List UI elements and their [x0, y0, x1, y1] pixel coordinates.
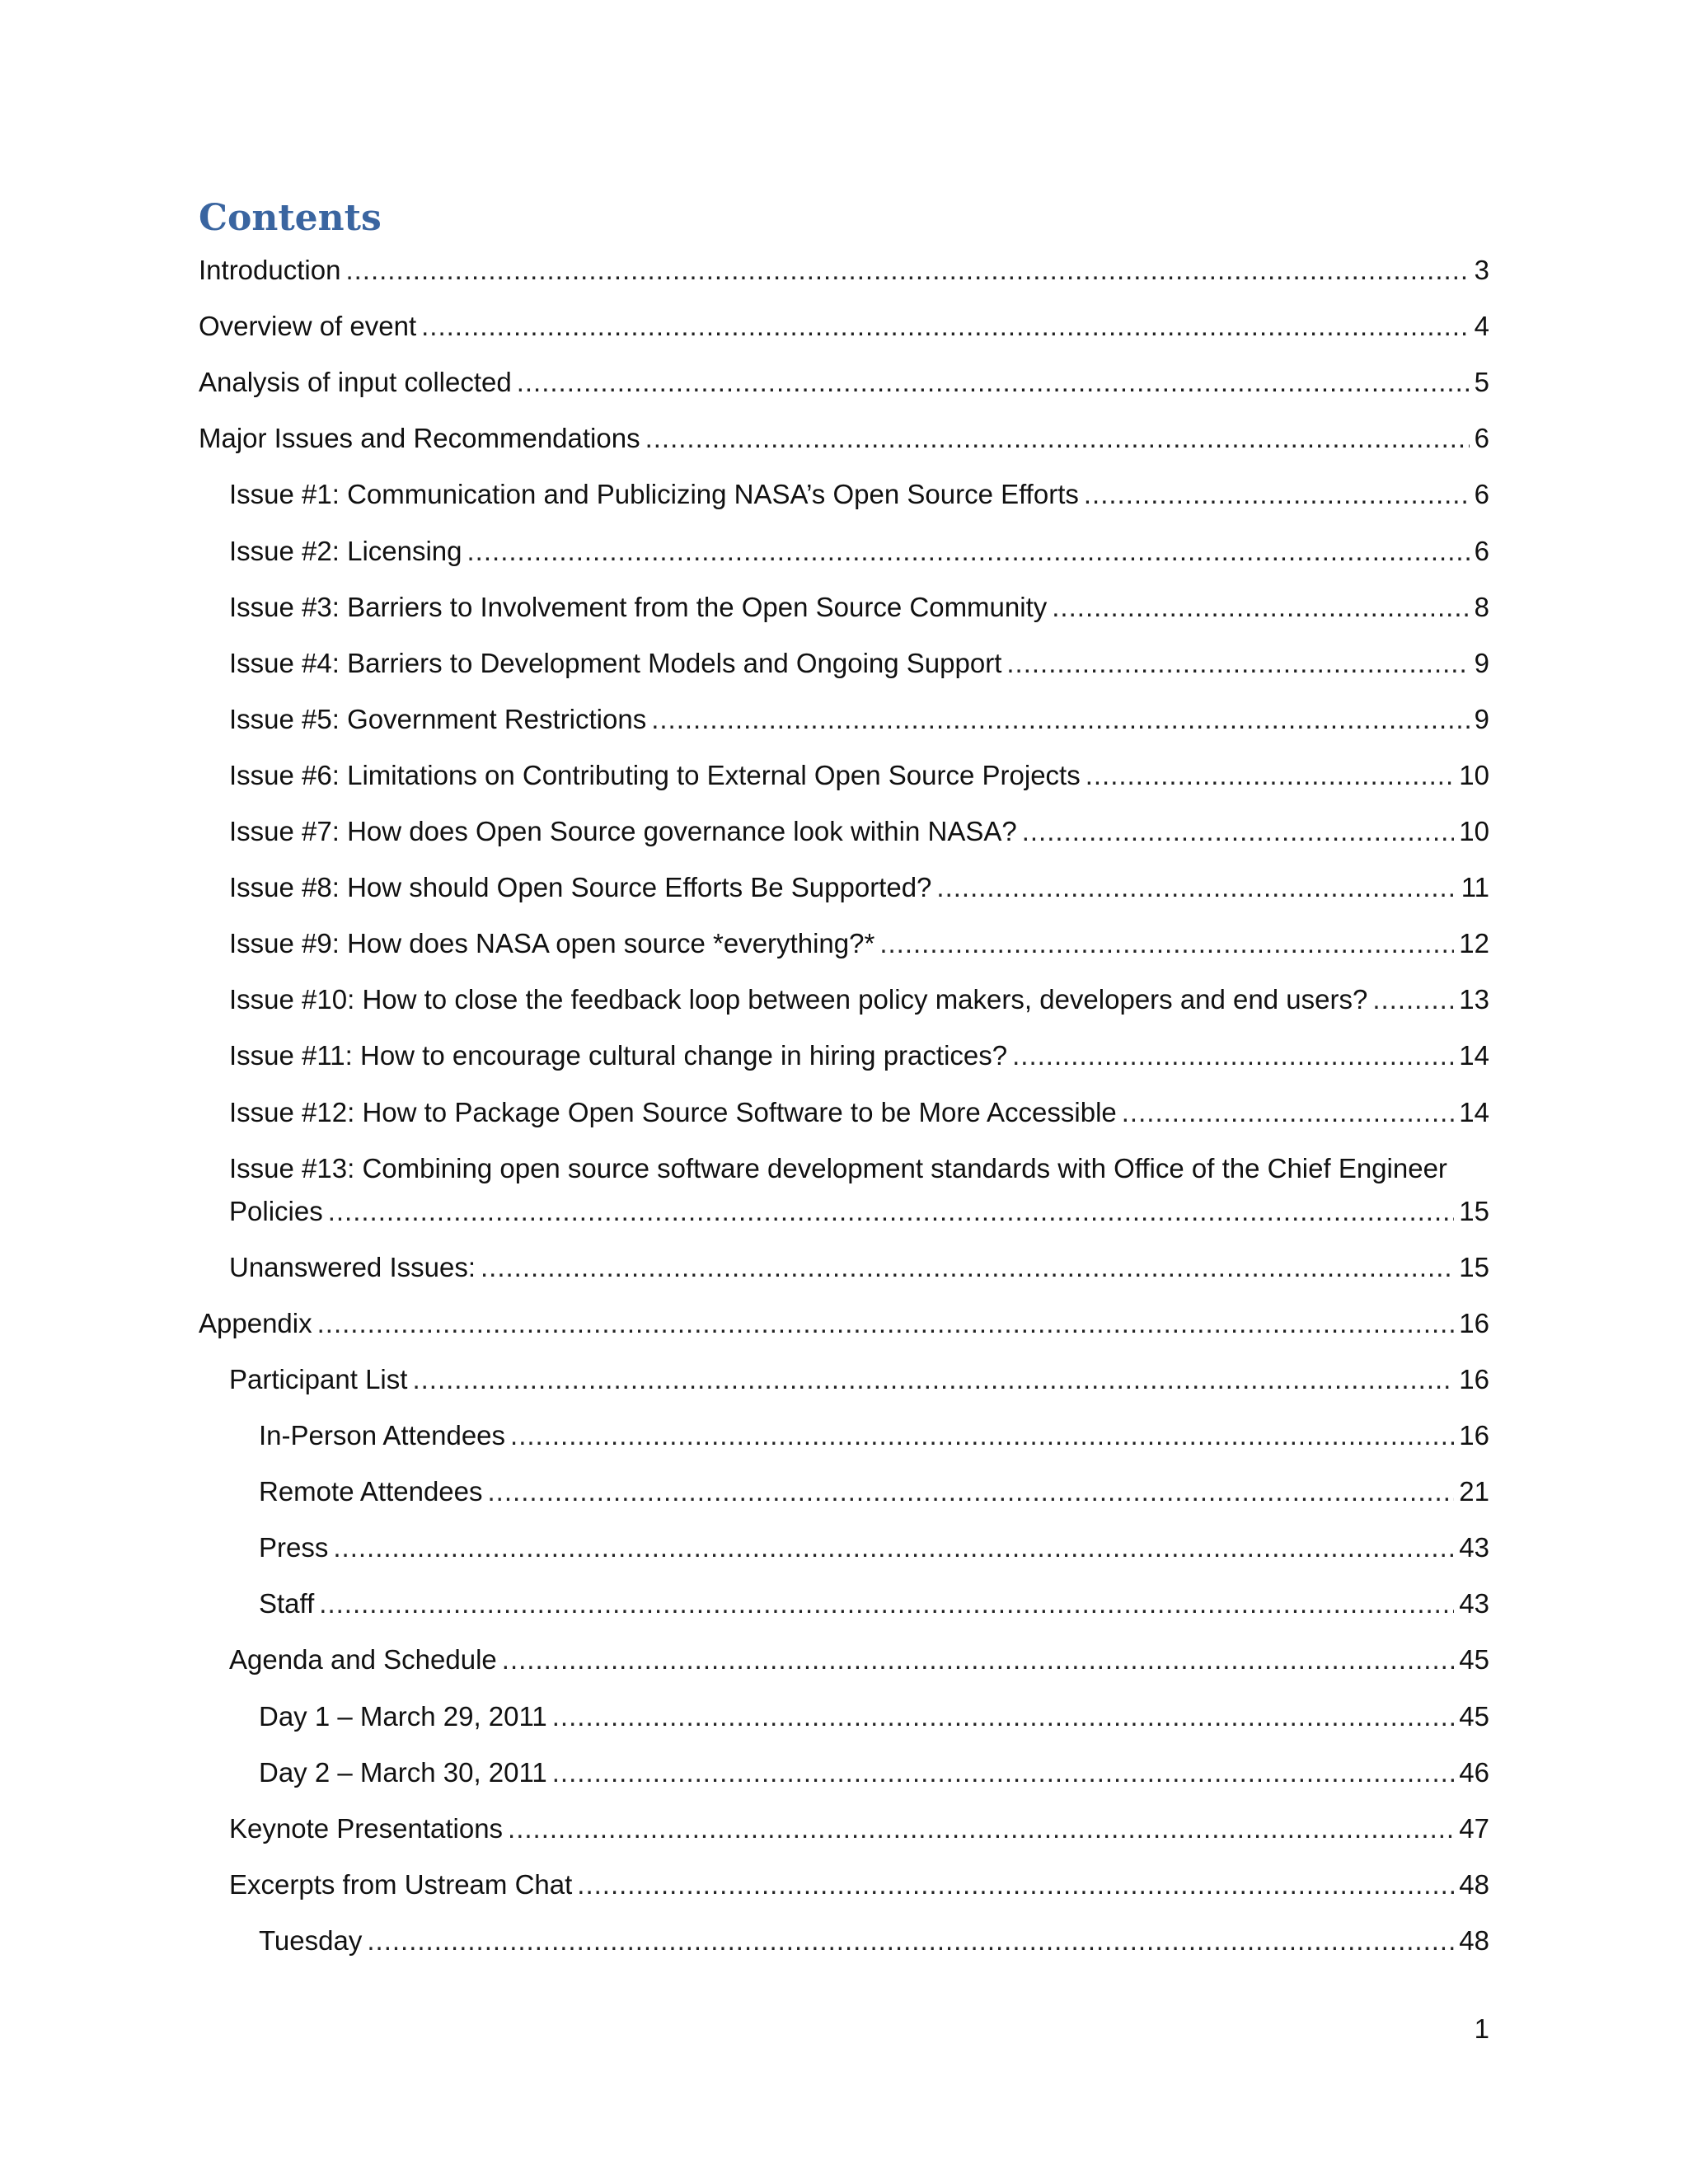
- toc-entry[interactable]: [229, 1034, 1489, 1077]
- toc-entry-page-number: 10: [1459, 816, 1489, 846]
- toc-entry-page-number: 48: [1459, 1924, 1489, 1956]
- toc-entry[interactable]: [229, 642, 1489, 685]
- toc-entry-title: Day 1 – March 29, 2011: [259, 1700, 547, 1732]
- toc-entry-page-number: 21: [1459, 1476, 1489, 1507]
- toc-entry[interactable]: [229, 810, 1489, 853]
- dot-leader: [508, 1807, 1454, 1850]
- toc-entry[interactable]: [199, 305, 1489, 348]
- toc-entry-title: Issue #13: Combining open source software development standards with Office of the Chief Engineer: [229, 1152, 1447, 1183]
- toc-entry-title: Issue #1: Communication and Publicizing NASA’s Open Source Efforts: [229, 479, 1079, 510]
- toc-entry-page-number: 14: [1459, 1040, 1489, 1071]
- toc-entry-page-number: 3: [1474, 255, 1489, 285]
- toc-entry[interactable]: [199, 1302, 1489, 1345]
- dot-leader: [467, 530, 1470, 573]
- dot-leader: [317, 1302, 1455, 1345]
- toc-entry[interactable]: [199, 249, 1489, 292]
- toc-entry-page-number: 13: [1459, 984, 1489, 1015]
- dot-leader: [1084, 473, 1470, 516]
- dot-leader: [502, 1638, 1455, 1681]
- dot-leader: [552, 1751, 1455, 1794]
- toc-entry-title: Major Issues and Recommendations: [199, 423, 640, 454]
- toc-heading: Contents: [199, 197, 382, 239]
- toc-entry-title: Issue #5: Government Restrictions: [229, 703, 647, 734]
- dot-leader: [488, 1470, 1455, 1513]
- toc-entry-title: Day 2 – March 30, 2011: [259, 1756, 547, 1788]
- toc-entry-title: Issue #4: Barriers to Development Models and Ongoing Support: [229, 647, 1002, 678]
- toc-entry[interactable]: [229, 978, 1489, 1021]
- toc-entry-title: Tuesday: [259, 1924, 363, 1956]
- toc-entry[interactable]: [229, 922, 1489, 965]
- toc-entry-title: Issue #3: Barriers to Involvement from the Open Source Community: [229, 591, 1048, 622]
- toc-entry[interactable]: [229, 1091, 1489, 1134]
- dot-leader: [319, 1582, 1454, 1625]
- toc-entry-page-number: 16: [1459, 1363, 1489, 1394]
- toc-entry-page-number: 48: [1459, 1868, 1489, 1900]
- toc-entry-title: Overview of event: [199, 311, 417, 342]
- toc-entry[interactable]: [259, 1919, 1489, 1962]
- dot-leader: [1022, 810, 1455, 853]
- toc-entry[interactable]: [259, 1470, 1489, 1513]
- toc-entry-title: Participant List: [229, 1363, 408, 1394]
- dot-leader: [1052, 586, 1469, 629]
- toc-entry-title: Issue #6: Limitations on Contributing to External Open Source Projects: [229, 759, 1081, 790]
- toc-entry-page-number: 6: [1474, 423, 1489, 454]
- toc-entry-title: Unanswered Issues:: [229, 1251, 476, 1282]
- toc-entry-title: Issue #10: How to close the feedback loop between policy makers, developers and end users?: [229, 984, 1368, 1015]
- toc-entry[interactable]: [199, 417, 1489, 460]
- toc-entry-page-number: 6: [1474, 479, 1489, 510]
- dot-leader: [1012, 1034, 1454, 1077]
- toc-entry-title: Introduction: [199, 255, 341, 285]
- page-number: 1: [1474, 2013, 1489, 2044]
- toc-entry-page-number: 11: [1461, 872, 1489, 903]
- toc-entry-page-number: 45: [1459, 1700, 1489, 1732]
- toc-entry[interactable]: [229, 1358, 1489, 1401]
- toc-entry-page-number: 9: [1474, 647, 1489, 678]
- toc-entry-continuation: [229, 1190, 1489, 1233]
- toc-entry-page-number: 9: [1474, 703, 1489, 734]
- toc-entry[interactable]: [229, 530, 1489, 573]
- dot-leader: [1122, 1091, 1455, 1134]
- dot-leader: [879, 922, 1454, 965]
- toc-entry-page-number: 8: [1474, 591, 1489, 622]
- toc-entry[interactable]: [229, 1638, 1489, 1681]
- dot-leader: [936, 866, 1456, 909]
- toc-entry[interactable]: [259, 1582, 1489, 1625]
- toc-entry-title: Appendix: [199, 1307, 312, 1338]
- toc-entry-title: Staff: [259, 1588, 315, 1619]
- dot-leader: [333, 1526, 1454, 1569]
- dot-leader: [510, 1414, 1454, 1457]
- toc-entry-title: Keynote Presentations: [229, 1812, 504, 1844]
- dot-leader: [1085, 754, 1455, 797]
- toc-entry-page-number: 14: [1459, 1096, 1489, 1127]
- dot-leader: [651, 698, 1469, 741]
- toc-entry[interactable]: [259, 1751, 1489, 1794]
- toc-entry[interactable]: [229, 866, 1489, 909]
- toc-entry-page-number: 6: [1474, 535, 1489, 566]
- toc-entry-title: Issue #9: How does NASA open source *everything?*: [229, 928, 875, 959]
- dot-leader: [328, 1190, 1455, 1233]
- dot-leader: [345, 249, 1469, 292]
- toc-entry-title: Excerpts from Ustream Chat: [229, 1868, 573, 1900]
- toc-entry-title: Issue #8: How should Open Source Efforts Be Supported?: [229, 872, 932, 903]
- toc-entry-page-number: 47: [1459, 1812, 1489, 1844]
- dot-leader: [577, 1863, 1454, 1906]
- toc-entry-title: In-Person Attendees: [259, 1420, 506, 1451]
- toc-entry-page-number: 15: [1459, 1251, 1489, 1282]
- toc-entry-page-number: 16: [1459, 1307, 1489, 1338]
- dot-leader: [1372, 978, 1454, 1021]
- toc-entry-title: Issue #7: How does Open Source governance look within NASA?: [229, 816, 1017, 846]
- toc-entry[interactable]: [229, 1147, 1489, 1233]
- toc-entry[interactable]: [229, 1807, 1489, 1850]
- toc-entry-title: Press: [259, 1532, 329, 1563]
- toc-entry[interactable]: [229, 473, 1489, 516]
- toc-entry-title: Analysis of input collected: [199, 367, 512, 398]
- dot-leader: [421, 305, 1470, 348]
- toc-entry[interactable]: [259, 1414, 1489, 1457]
- toc-entry[interactable]: [229, 1863, 1489, 1906]
- toc-entry-page-number: 12: [1459, 928, 1489, 959]
- toc-entry[interactable]: [229, 1246, 1489, 1289]
- dot-leader: [552, 1695, 1455, 1738]
- toc-entry-page-number: 16: [1459, 1420, 1489, 1451]
- toc-entry-title: Policies: [229, 1195, 323, 1226]
- dot-leader: [517, 361, 1470, 404]
- dot-leader: [412, 1358, 1454, 1401]
- toc-entry-title: Issue #11: How to encourage cultural change in hiring practices?: [229, 1040, 1008, 1071]
- dot-leader: [645, 417, 1470, 460]
- toc-entry-page-number: 15: [1459, 1195, 1489, 1226]
- toc-entry[interactable]: [259, 1526, 1489, 1569]
- toc-entry-title: Issue #2: Licensing: [229, 535, 462, 566]
- dot-leader: [1006, 642, 1469, 685]
- toc-entry-page-number: 5: [1474, 367, 1489, 398]
- dot-leader: [367, 1919, 1454, 1962]
- toc-entry-page-number: 43: [1459, 1532, 1489, 1563]
- toc-entry-title: Issue #12: How to Package Open Source Software to be More Accessible: [229, 1096, 1117, 1127]
- dot-leader: [481, 1246, 1454, 1289]
- toc-entry-page-number: 45: [1459, 1644, 1489, 1675]
- toc-entry[interactable]: [259, 1695, 1489, 1738]
- toc-entry[interactable]: [229, 698, 1489, 741]
- toc-entry[interactable]: [229, 586, 1489, 629]
- toc-entry-page-number: 4: [1474, 311, 1489, 342]
- toc-entry-page-number: 43: [1459, 1588, 1489, 1619]
- toc-entry[interactable]: [229, 754, 1489, 797]
- toc-entry[interactable]: [199, 361, 1489, 404]
- toc-entry-page-number: 46: [1459, 1756, 1489, 1788]
- toc-entry-title: Remote Attendees: [259, 1476, 483, 1507]
- toc-entry-title: Agenda and Schedule: [229, 1644, 497, 1675]
- toc-entry-page-number: 10: [1459, 759, 1489, 790]
